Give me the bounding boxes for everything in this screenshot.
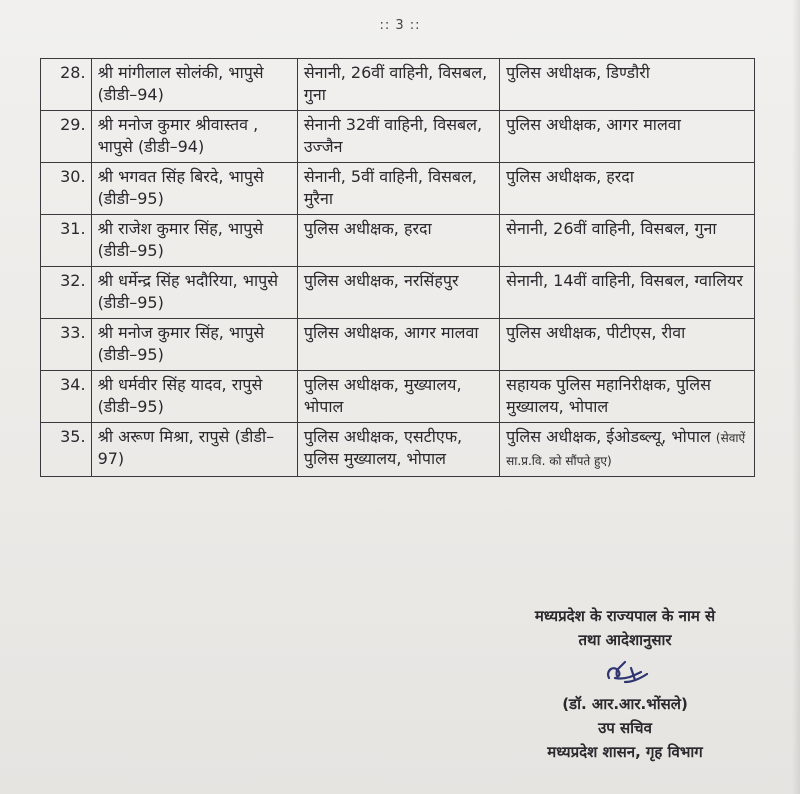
table-row [41, 59, 755, 111]
new-posting-cell [500, 163, 755, 215]
authority-line: मध्यप्रदेश के राज्यपाल के नाम से [534, 607, 716, 625]
current-posting-cell [297, 215, 499, 267]
serial-number-text: 34. [60, 375, 86, 394]
order-line: तथा आदेशानुसार [578, 631, 672, 649]
table-row [41, 163, 755, 215]
new-posting-text: पुलिस अधीक्षक, पीटीएस, रीवा [506, 323, 686, 342]
officer-name-text: श्री मनोज कुमार सिंह, भापुसे (डीडी–95) [97, 323, 265, 364]
new-posting-text: पुलिस अधीक्षक, हरदा [506, 167, 634, 186]
new-posting-text: सेनानी, 26वीं वाहिनी, विसबल, गुना [506, 219, 717, 238]
posting-note: (सेवाऐं सा.प्र.वि. को सौंपते हुए) [506, 431, 746, 468]
new-posting-cell [500, 423, 755, 477]
serial-number-cell [41, 267, 92, 319]
officer-name-text: श्री धर्मेन्द्र सिंह भदौरिया, भापुसे (डीडी–95) [97, 271, 279, 312]
serial-number-text: 29. [60, 115, 86, 134]
signatory-name: (डॉ. आर.आर.भोंसले) [562, 695, 688, 713]
current-posting-text: पुलिस अधीक्षक, नरसिंहपुर [303, 271, 459, 290]
officer-name-cell [91, 111, 297, 163]
serial-number-text: 32. [60, 271, 86, 290]
current-posting-cell [297, 267, 499, 319]
new-posting-text: पुलिस अधीक्षक, डिण्डौरी [506, 63, 650, 82]
table-row [41, 111, 755, 163]
current-posting-text: सेनानी 32वीं वाहिनी, विसबल, उज्जैन [303, 115, 483, 156]
officer-name-cell [91, 59, 297, 111]
table-row [41, 423, 755, 477]
current-posting-text: पुलिस अधीक्षक, एसटीएफ, पुलिस मुख्यालय, भोपाल [303, 427, 463, 468]
transfer-table [40, 58, 755, 477]
current-posting-cell [297, 163, 499, 215]
officer-name-cell [91, 423, 297, 477]
officer-name-text: श्री धर्मवीर सिंह यादव, रापुसे (डीडी–95) [97, 375, 263, 416]
officer-name-cell [91, 319, 297, 371]
signatory-designation: उप सचिव [598, 719, 652, 737]
officer-name-cell [91, 267, 297, 319]
serial-number-text: 31. [60, 219, 86, 238]
current-posting-cell [297, 371, 499, 423]
signature-block [480, 604, 770, 764]
new-posting-cell [500, 59, 755, 111]
officer-name-text: श्री मांगीलाल सोलंकी, भापुसे (डीडी–94) [97, 63, 264, 104]
new-posting-cell [500, 319, 755, 371]
table-row [41, 215, 755, 267]
officer-name-cell [91, 163, 297, 215]
current-posting-text: सेनानी, 26वीं वाहिनी, विसबल, गुना [303, 63, 488, 104]
officer-name-cell [91, 215, 297, 267]
table-row [41, 371, 755, 423]
serial-number-cell [41, 371, 92, 423]
new-posting-text: पुलिस अधीक्षक, आगर मालवा [506, 115, 681, 134]
transfer-table-body [41, 59, 755, 477]
current-posting-cell [297, 111, 499, 163]
table-row [41, 319, 755, 371]
serial-number-cell [41, 111, 92, 163]
serial-number-cell [41, 423, 92, 477]
current-posting-text: सेनानी, 5वीं वाहिनी, विसबल, मुरैना [303, 167, 478, 208]
officer-name-text: श्री अरूण मिश्रा, रापुसे (डीडी–97) [97, 427, 275, 468]
officer-name-cell [91, 371, 297, 423]
page-number: :: 3 :: [379, 18, 421, 33]
officer-name-text: श्री मनोज कुमार श्रीवास्तव , भापुसे (डीडी–94) [97, 115, 259, 156]
current-posting-cell [297, 59, 499, 111]
officer-name-text: श्री राजेश कुमार सिंह, भापुसे (डीडी–95) [97, 219, 264, 260]
serial-number-text: 35. [60, 427, 86, 446]
current-posting-cell [297, 423, 499, 477]
table-row [41, 267, 755, 319]
serial-number-cell [41, 319, 92, 371]
current-posting-cell [297, 319, 499, 371]
current-posting-text: पुलिस अधीक्षक, हरदा [303, 219, 432, 238]
serial-number-cell [41, 163, 92, 215]
serial-number-cell [41, 215, 92, 267]
new-posting-text: सेनानी, 14वीं वाहिनी, विसबल, ग्वालियर [506, 271, 743, 290]
serial-number-cell [41, 59, 92, 111]
signatory-department: मध्यप्रदेश शासन, गृह विभाग [547, 743, 703, 761]
officer-name-text: श्री भगवत सिंह बिरदे, भापुसे (डीडी–95) [97, 167, 264, 208]
page-edge-shadow [792, 0, 800, 794]
serial-number-text: 28. [60, 63, 86, 82]
current-posting-text: पुलिस अधीक्षक, मुख्यालय, भोपाल [303, 375, 462, 416]
handwritten-signature [595, 656, 655, 690]
new-posting-text: सहायक पुलिस महानिरीक्षक, पुलिस मुख्यालय, भोपाल [506, 375, 711, 416]
new-posting-cell [500, 267, 755, 319]
new-posting-cell [500, 371, 755, 423]
new-posting-text: पुलिस अधीक्षक, ईओडब्ल्यू, भोपाल [506, 427, 711, 446]
serial-number-text: 33. [60, 323, 86, 342]
new-posting-cell [500, 111, 755, 163]
serial-number-text: 30. [60, 167, 86, 186]
new-posting-cell [500, 215, 755, 267]
current-posting-text: पुलिस अधीक्षक, आगर मालवा [303, 323, 479, 342]
